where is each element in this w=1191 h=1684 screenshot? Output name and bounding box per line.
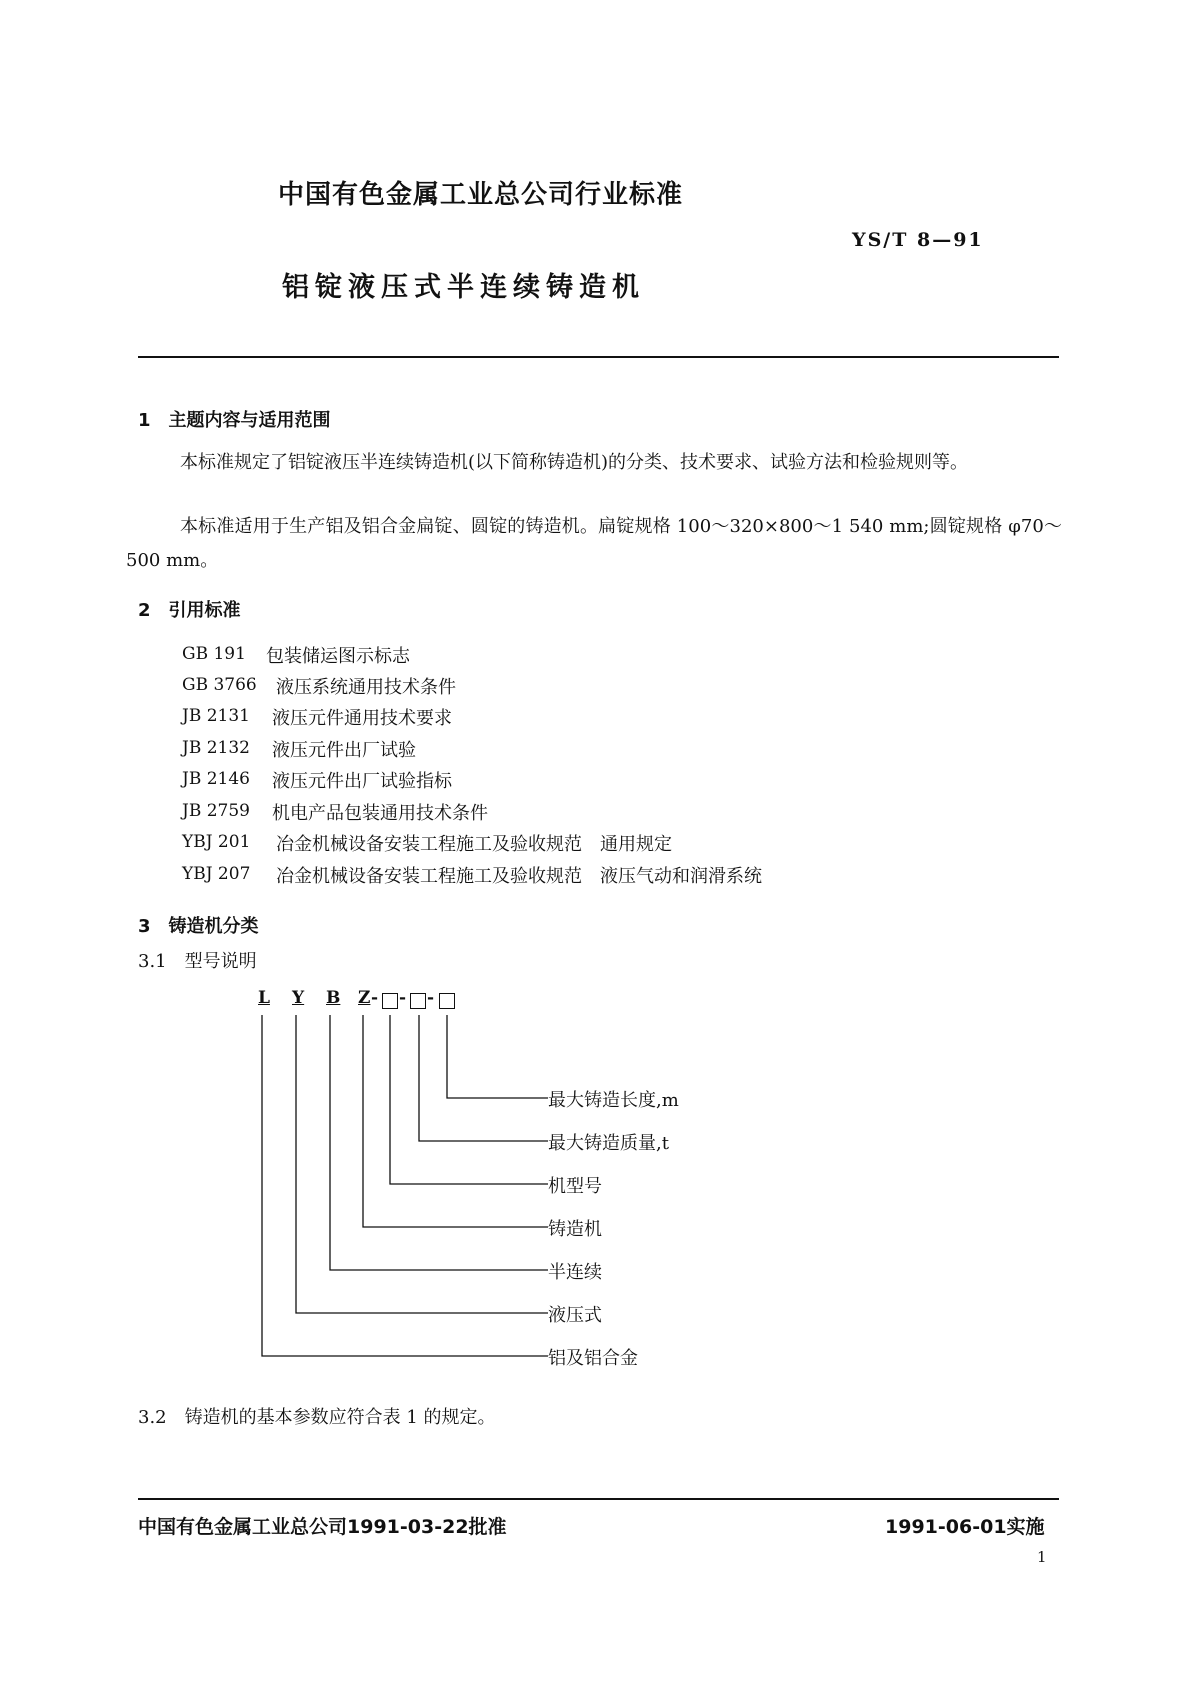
model-separator: - (427, 988, 435, 1008)
document-title: 铝锭液压式半连续铸造机 (282, 272, 645, 303)
reference-code: JB 2132 (182, 738, 250, 758)
reference-name: 液压元件出厂试验 (272, 740, 416, 761)
section-1-heading: 1 主题内容与适用范围 (138, 410, 331, 431)
leader-line-length (447, 1015, 548, 1098)
page-number: 1 (1037, 1548, 1047, 1566)
model-letter-b: B (326, 988, 341, 1008)
leader-line-casting (363, 1015, 548, 1227)
reference-code: GB 191 (182, 644, 246, 664)
legend-aluminum-alloy: 铝及铝合金 (548, 1348, 638, 1369)
section-3-heading: 3 铸造机分类 (138, 916, 259, 937)
legend-casting-machine: 铸造机 (548, 1219, 602, 1240)
model-letter-z: Z (358, 988, 371, 1008)
section-3-1-heading: 3.1 型号说明 (138, 951, 257, 972)
model-letter-l: L (258, 988, 270, 1008)
reference-name: 冶金机械设备安装工程施工及验收规范 液压气动和润滑系统 (276, 866, 762, 887)
leader-line-mass (419, 1015, 548, 1141)
reference-name: 包装储运图示标志 (266, 646, 410, 667)
footer-rule (138, 1498, 1059, 1500)
reference-name: 液压元件出厂试验指标 (272, 771, 452, 792)
section-2-heading: 2 引用标准 (138, 600, 241, 621)
section-1-paragraph-2: 本标准适用于生产铝及铝合金扁锭、圆锭的铸造机。扁锭规格 100～320×800～1 540 mm;圆锭规格 φ70～500 mm。 (126, 516, 1062, 571)
reference-code: JB 2146 (182, 769, 250, 789)
leader-line-type (390, 1015, 548, 1184)
reference-code: YBJ 201 (182, 832, 251, 852)
section-1-paragraph-1: 本标准规定了铝锭液压半连续铸造机(以下简称铸造机)的分类、技术要求、试验方法和检验规则等。 (180, 452, 969, 473)
standard-code: YS/T 8—91 (852, 229, 984, 251)
approval-line: 中国有色金属工业总公司1991-03-22批准 (138, 1516, 507, 1538)
reference-name: 冶金机械设备安装工程施工及验收规范 通用规定 (276, 834, 672, 855)
model-separator: - (399, 988, 407, 1008)
legend-max-length: 最大铸造长度,m (548, 1090, 679, 1111)
reference-name: 液压系统通用技术条件 (276, 677, 456, 698)
legend-model-number: 机型号 (548, 1176, 602, 1197)
issuing-organization: 中国有色金属工业总公司行业标准 (278, 180, 684, 210)
model-letter-y: Y (292, 988, 305, 1008)
legend-hydraulic: 液压式 (548, 1305, 602, 1326)
model-separator: - (371, 988, 379, 1008)
reference-code: JB 2759 (182, 801, 250, 821)
legend-semicontinuous: 半连续 (548, 1262, 602, 1283)
reference-code: JB 2131 (182, 706, 250, 726)
reference-code: GB 3766 (182, 675, 257, 695)
reference-code: YBJ 207 (182, 864, 251, 884)
legend-max-mass: 最大铸造质量,t (548, 1133, 669, 1154)
leader-line-hydraulic (296, 1015, 548, 1313)
reference-name: 机电产品包装通用技术条件 (272, 803, 488, 824)
leader-line-aluminum (262, 1015, 548, 1356)
section-3-2-text: 3.2 铸造机的基本参数应符合表 1 的规定。 (138, 1407, 496, 1428)
reference-name: 液压元件通用技术要求 (272, 708, 452, 729)
effective-date: 1991-06-01实施 (885, 1516, 1045, 1538)
